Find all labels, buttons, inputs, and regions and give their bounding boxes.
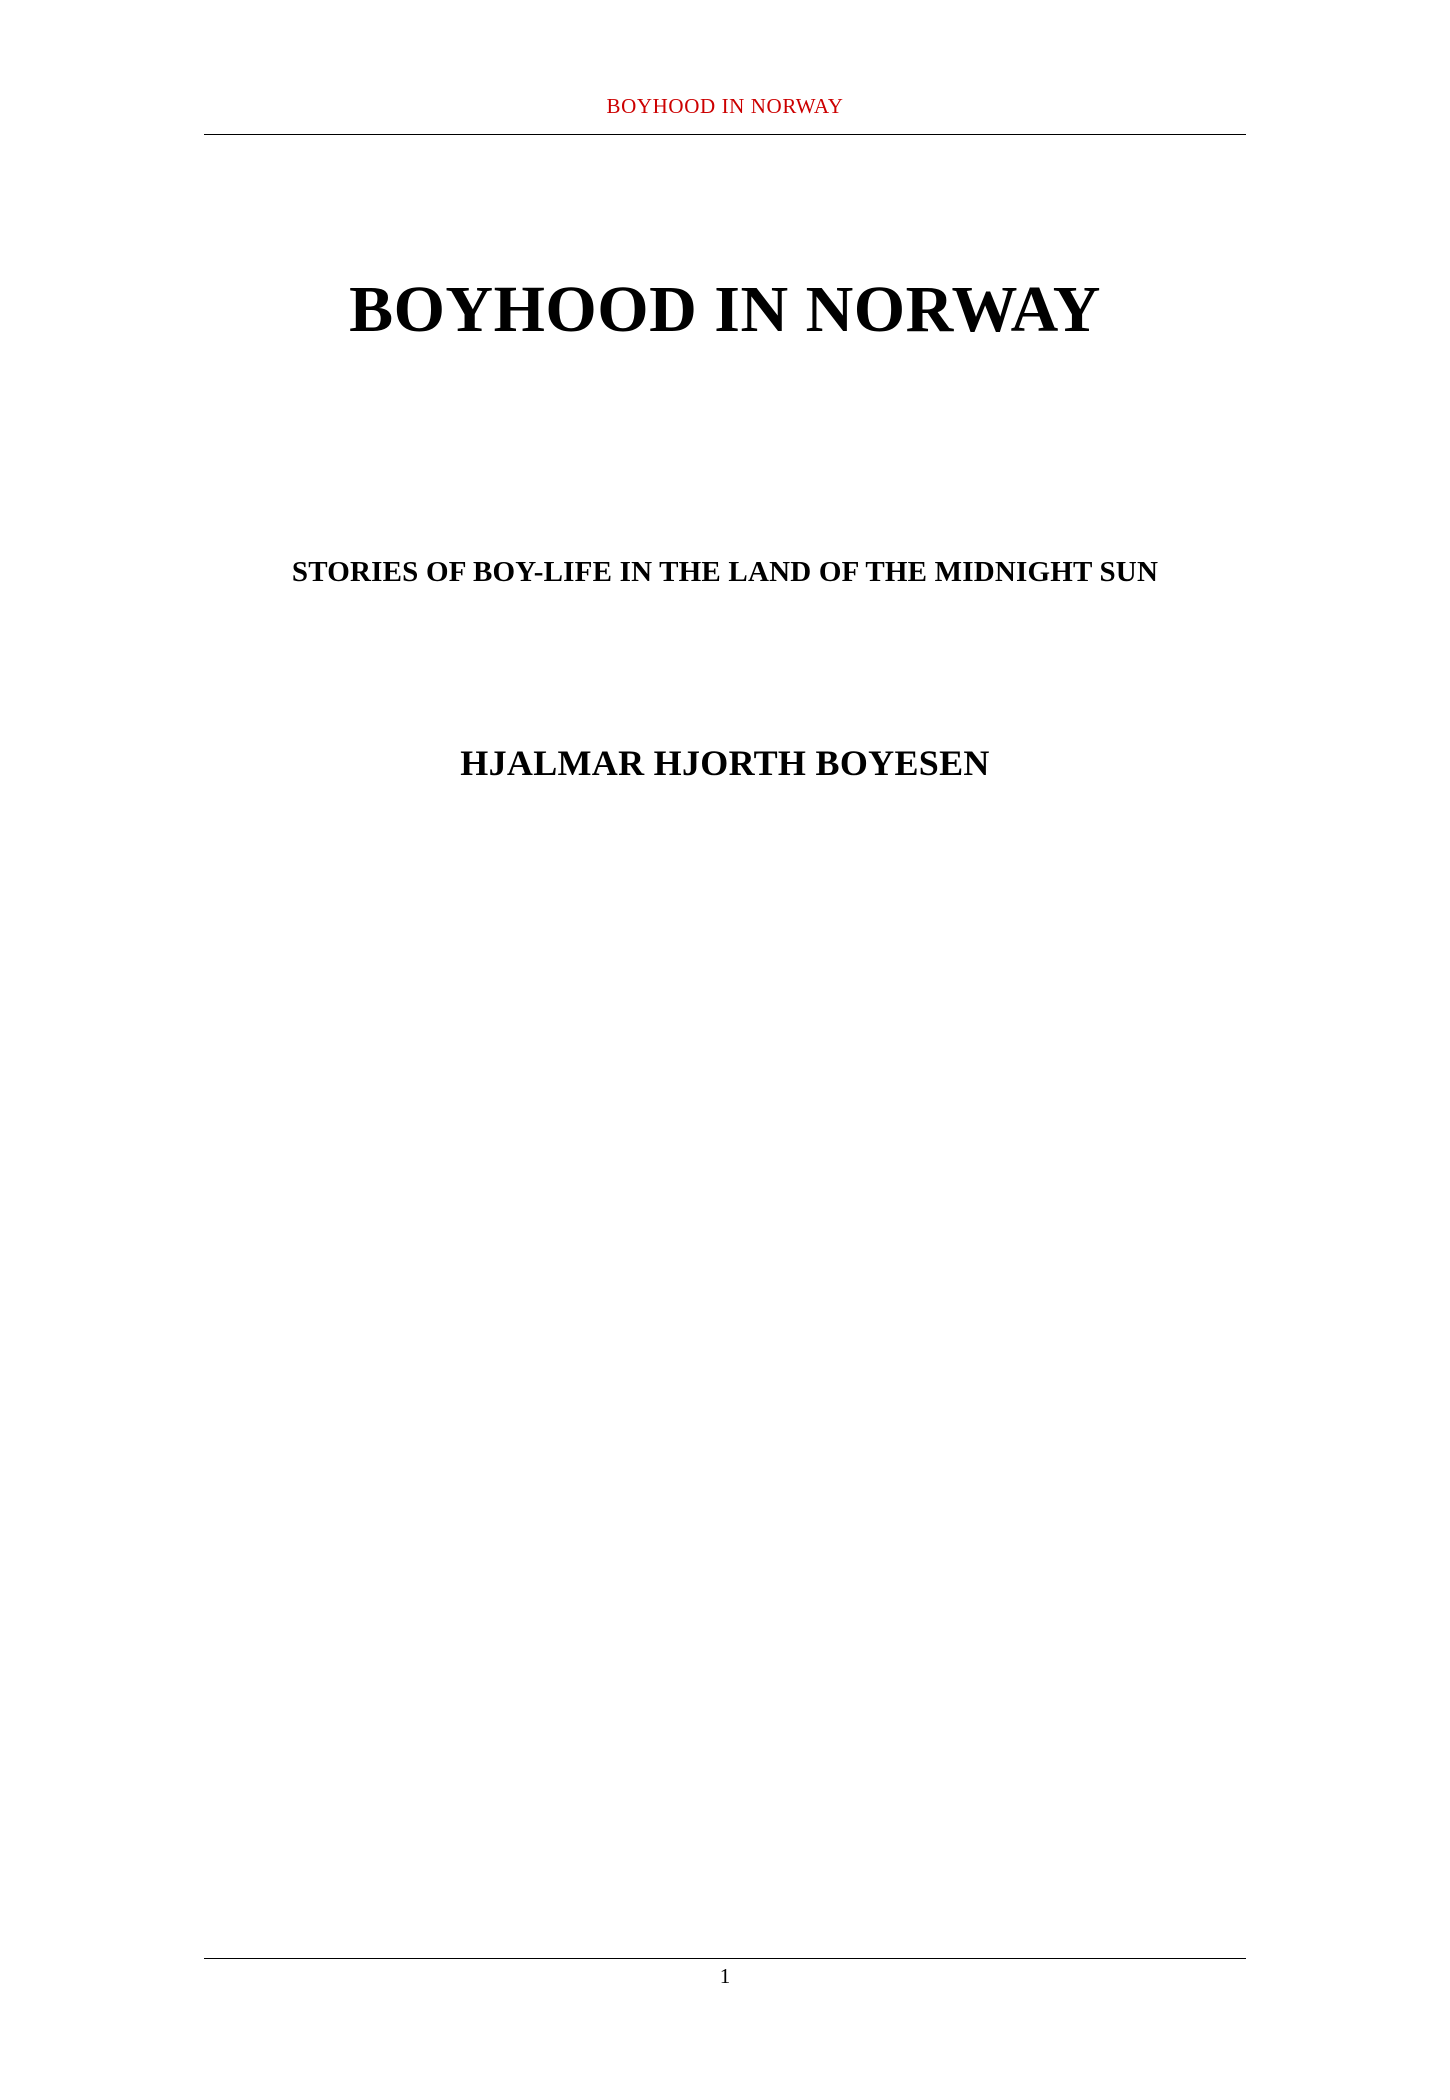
running-header-text: BOYHOOD IN NORWAY <box>606 94 844 118</box>
author-name: HJALMAR HJORTH BOYESEN <box>460 743 990 783</box>
title-block <box>204 268 1246 352</box>
header-divider <box>204 134 1246 135</box>
footer-divider <box>204 1958 1246 1959</box>
running-header <box>204 96 1246 117</box>
page-subtitle: STORIES OF BOY-LIFE IN THE LAND OF THE MIDNIGHT SUN <box>291 556 1159 588</box>
page-number: 1 <box>719 1964 731 1988</box>
page-title: BOYHOOD IN NORWAY <box>349 273 1101 346</box>
